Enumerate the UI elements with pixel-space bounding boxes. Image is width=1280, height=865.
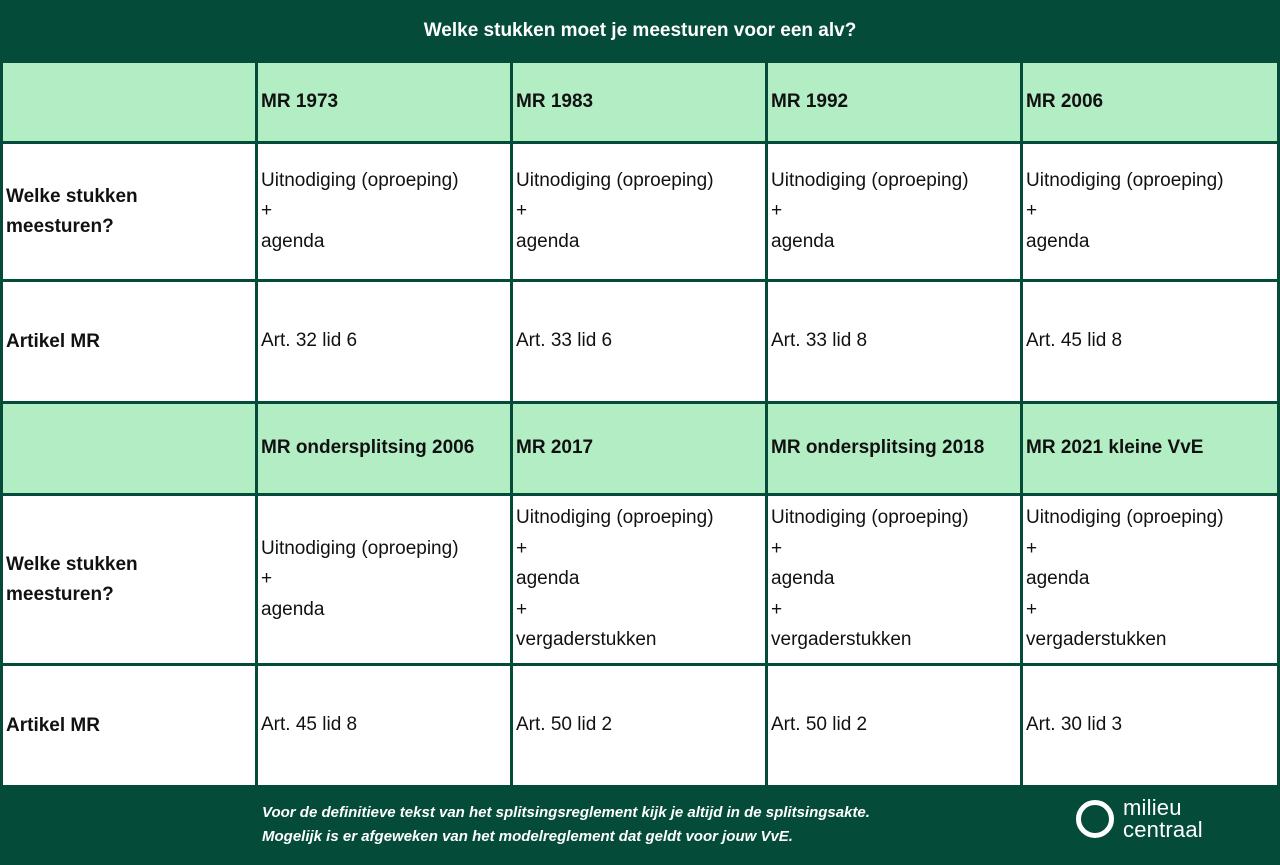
table-cell: Uitnodiging (oproeping) + agenda bbox=[258, 496, 510, 663]
header-cell bbox=[1023, 63, 1277, 141]
table-cell: Uitnodiging (oproeping) + agenda + vergaderstukken bbox=[513, 496, 765, 663]
table-cell: Uitnodiging (oproeping) + agenda + vergaderstukken bbox=[1023, 496, 1277, 663]
header-label: MR ondersplitsing 2006 bbox=[261, 437, 475, 459]
header-cell-empty bbox=[3, 404, 255, 493]
table-cell: Art. 50 lid 2 bbox=[768, 666, 1020, 785]
header-label: MR 2017 bbox=[516, 437, 594, 459]
header-cell bbox=[768, 404, 1020, 493]
table-cell: Art. 45 lid 8 bbox=[258, 666, 510, 785]
header-cell-empty bbox=[3, 63, 255, 141]
table-cell: Uitnodiging (oproeping) + agenda + vergaderstukken bbox=[768, 496, 1020, 663]
page-title bbox=[0, 0, 1280, 63]
table-cell: Uitnodiging (oproeping) + agenda bbox=[768, 144, 1020, 279]
disclaimer-note: Voor de definitieve tekst van het splitsingsreglement kijk je altijd in de splitsingsakte. Mogelijk is er afgeweken van het modelreglement dat geldt voor jouw VvE. bbox=[262, 804, 870, 845]
header-cell bbox=[258, 404, 510, 493]
header-cell bbox=[258, 63, 510, 141]
table-cell: Art. 30 lid 3 bbox=[1023, 666, 1277, 785]
row-label-article: Artikel MR bbox=[3, 282, 255, 401]
header-cell bbox=[513, 404, 765, 493]
table-cell: Art. 32 lid 6 bbox=[258, 282, 510, 401]
header-label: MR 1973 bbox=[261, 90, 339, 112]
row-label-article: Artikel MR bbox=[3, 666, 255, 785]
milieu-centraal-logo bbox=[1076, 797, 1203, 841]
table-cell: Uitnodiging (oproeping) + agenda bbox=[1023, 144, 1277, 279]
logo-line2: centraal bbox=[1123, 817, 1203, 842]
table-cell: Art. 45 lid 8 bbox=[1023, 282, 1277, 401]
header-label: MR 2006 bbox=[1026, 90, 1104, 112]
table-cell: Uitnodiging (oproeping) + agenda bbox=[258, 144, 510, 279]
header-label: MR ondersplitsing 2018 bbox=[771, 437, 985, 459]
header-cell bbox=[768, 63, 1020, 141]
comparison-table bbox=[3, 63, 1277, 787]
logo-line1: milieu bbox=[1123, 795, 1182, 820]
row-label-documents: Welke stukken meesturen? bbox=[3, 144, 255, 279]
footer bbox=[0, 787, 1280, 865]
table-cell: Uitnodiging (oproeping) + agenda bbox=[513, 144, 765, 279]
ring-icon bbox=[1076, 800, 1114, 838]
header-label: MR 1983 bbox=[516, 90, 594, 112]
header-cell bbox=[1023, 404, 1277, 493]
table-cell: Art. 33 lid 8 bbox=[768, 282, 1020, 401]
header-cell bbox=[513, 63, 765, 141]
row-label-documents: Welke stukken meesturen? bbox=[3, 496, 255, 663]
header-label: MR 1992 bbox=[771, 90, 849, 112]
table-cell: Art. 33 lid 6 bbox=[513, 282, 765, 401]
table-cell: Art. 50 lid 2 bbox=[513, 666, 765, 785]
header-label: MR 2021 kleine VvE bbox=[1026, 437, 1204, 459]
title-text: Welke stukken moet je meesturen voor een alv? bbox=[423, 19, 857, 41]
